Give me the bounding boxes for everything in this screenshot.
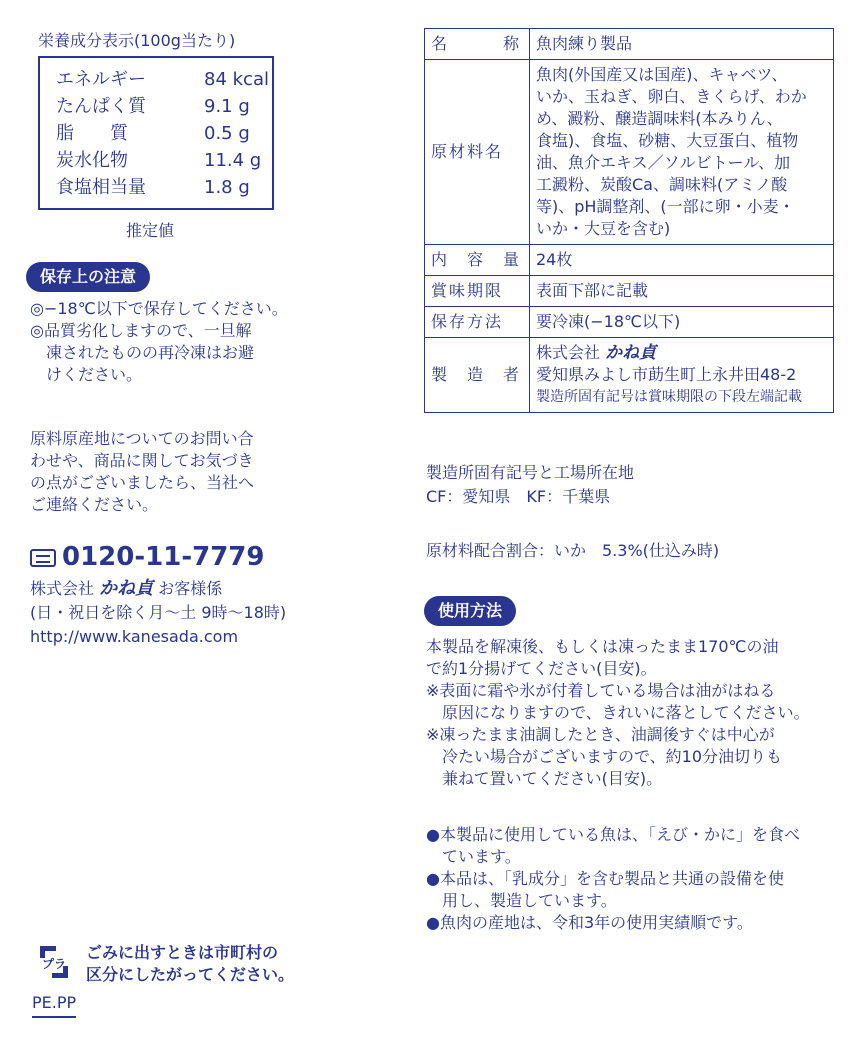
maker-label: 製 造 者 [425, 338, 530, 413]
storage-method-label: 保存方法 [425, 307, 530, 338]
ingredients-line: 等)、pH調整剤、(一部に卵・小麦・ [536, 197, 795, 216]
ingredients-line: いか・大豆を含む) [536, 219, 671, 238]
storage-line: ◎品質劣化しますので、一旦解 [30, 321, 252, 340]
free-dial-icon [30, 549, 56, 567]
phone-number[interactable] [30, 542, 265, 572]
company-prefix: 株式会社 [30, 579, 95, 598]
nutrition-value: 9.1 g [204, 96, 250, 117]
nutrition-value: 11.4 g [204, 150, 262, 171]
table-row [425, 276, 834, 307]
storage-line: 凍されたものの再冷凍はお避 [30, 343, 255, 362]
nutrition-table [38, 56, 274, 210]
ingredients-line: 食塩)、食塩、砂糖、大豆蛋白、植物 [536, 131, 799, 150]
content-label: 内 容 量 [425, 245, 530, 276]
maker-company-prefix: 株式会社 [536, 343, 601, 362]
nutrition-label: たんぱく質 [56, 96, 146, 117]
company-logo-text: かね貞 [99, 578, 154, 599]
usage-badge: 使用方法 [424, 596, 516, 626]
maker-logo-text: かね貞 [605, 343, 657, 363]
ingredients-line: 油、魚介エキス／ソルビトール、加 [536, 153, 791, 172]
website-link[interactable]: http://www.kanesada.com [30, 627, 239, 646]
company-contact [30, 578, 222, 600]
product-info-table [424, 28, 834, 413]
maker-note: 製造所固有記号は賞味期限の下段左端記載 [536, 389, 802, 405]
ingredients-label: 原材料名 [425, 60, 530, 245]
nutrition-value: 0.5 g [204, 123, 250, 144]
ingredient-ratio: 原材料配合割合：いか 5.3%(仕込み時) [426, 541, 720, 560]
table-row [425, 60, 834, 245]
expiry-value: 表面下部に記載 [530, 276, 834, 307]
svg-text:プラ: プラ [41, 957, 67, 971]
allergen-notes [426, 824, 800, 934]
usage-line: 原因になりますので、きれいに落としてください。 [426, 703, 810, 722]
factory-codes: CF：愛知県 KF：千葉県 [426, 487, 611, 506]
storage-badge: 保存上の注意 [26, 262, 150, 292]
maker-address: 愛知県みよし市莇生町上永井田48-2 [536, 365, 797, 384]
nutrition-label: エネルギー [56, 69, 146, 90]
nutrition-label: 脂 質 [56, 123, 128, 144]
table-row [425, 29, 834, 60]
usage-line: ※表面に霜や氷が付着している場合は油がはねる [426, 681, 776, 700]
recycle-line: ごみに出すときは市町村の [86, 943, 279, 962]
ingredients-line: 魚肉(外国産又は国産)、キャベツ、 [536, 65, 788, 84]
content-value: 24枚 [530, 245, 834, 276]
note-line: ●本製品に使用している魚は、「えび・かに」を食べ [426, 825, 800, 844]
nutrition-label: 食塩相当量 [56, 177, 146, 198]
name-label: 名 称 [425, 29, 530, 60]
recycle-note [86, 942, 294, 986]
usage-instructions [426, 636, 810, 790]
note-line: ています。 [426, 847, 521, 866]
inquiry-line: の点がございましたら、当社へ [30, 473, 255, 492]
usage-line: 兼ねて置いてください(目安)。 [426, 769, 663, 788]
ingredients-value [530, 60, 834, 245]
inquiry-line: ご連絡ください。 [30, 495, 159, 514]
nutrition-value: 84 kcal [204, 69, 269, 90]
recycle-line: 区分にしたがってください。 [86, 965, 295, 984]
inquiry-text [30, 428, 254, 516]
factory-title: 製造所固有記号と工場所在地 [426, 463, 635, 482]
company-dept: お客様係 [158, 579, 223, 598]
expiry-label: 賞味期限 [425, 276, 530, 307]
storage-notes [30, 298, 288, 386]
maker-value [530, 338, 834, 413]
name-value: 魚肉練り製品 [530, 29, 834, 60]
maker-company [536, 342, 827, 364]
table-row [425, 245, 834, 276]
ingredients-line: いか、玉ねぎ、卵白、きくらげ、わか [536, 87, 807, 106]
inquiry-line: わせや、商品に関してお気づき [30, 451, 254, 470]
note-line: 用し、製造しています。 [426, 891, 617, 910]
table-row [425, 307, 834, 338]
ingredients-line: め、澱粉、醸造調味料(本みりん、 [536, 109, 783, 128]
nutrition-label: 炭水化物 [56, 150, 128, 171]
note-line: ●本品は、「乳成分」を含む製品と共通の設備を使 [426, 869, 784, 888]
nutrition-value: 1.8 g [204, 177, 250, 198]
usage-line: 本製品を解凍後、もしくは凍ったまま170℃の油 [426, 637, 779, 656]
ingredients-line: 工澱粉、炭酸Ca、調味料(アミノ酸 [536, 175, 788, 194]
business-hours: (日・祝日を除く月〜土 9時〜18時) [30, 603, 287, 622]
plastic-recycle-icon [34, 942, 74, 982]
phone-digits: 0120-11-7779 [62, 542, 265, 572]
material-label: PE.PP [32, 992, 76, 1018]
note-line: ●魚肉の産地は、令和3年の使用実績順です。 [426, 913, 753, 932]
nutrition-note: 推定値 [126, 221, 175, 240]
nutrition-title: 栄養成分表示(100g当たり) [38, 31, 236, 50]
usage-line: 冷たい場合がございますので、約10分油切りも [426, 747, 783, 766]
storage-line: けください。 [30, 365, 143, 384]
storage-line: ◎−18℃以下で保存してください。 [30, 299, 288, 318]
usage-line: で約1分揚げてください(目安)。 [426, 659, 657, 678]
table-row [425, 338, 834, 413]
inquiry-line: 原料原産地についてのお問い合 [30, 429, 254, 448]
usage-line: ※凍ったまま油調したとき、油調後すぐは中心が [426, 725, 775, 744]
storage-method-value: 要冷凍(−18℃以下) [530, 307, 834, 338]
